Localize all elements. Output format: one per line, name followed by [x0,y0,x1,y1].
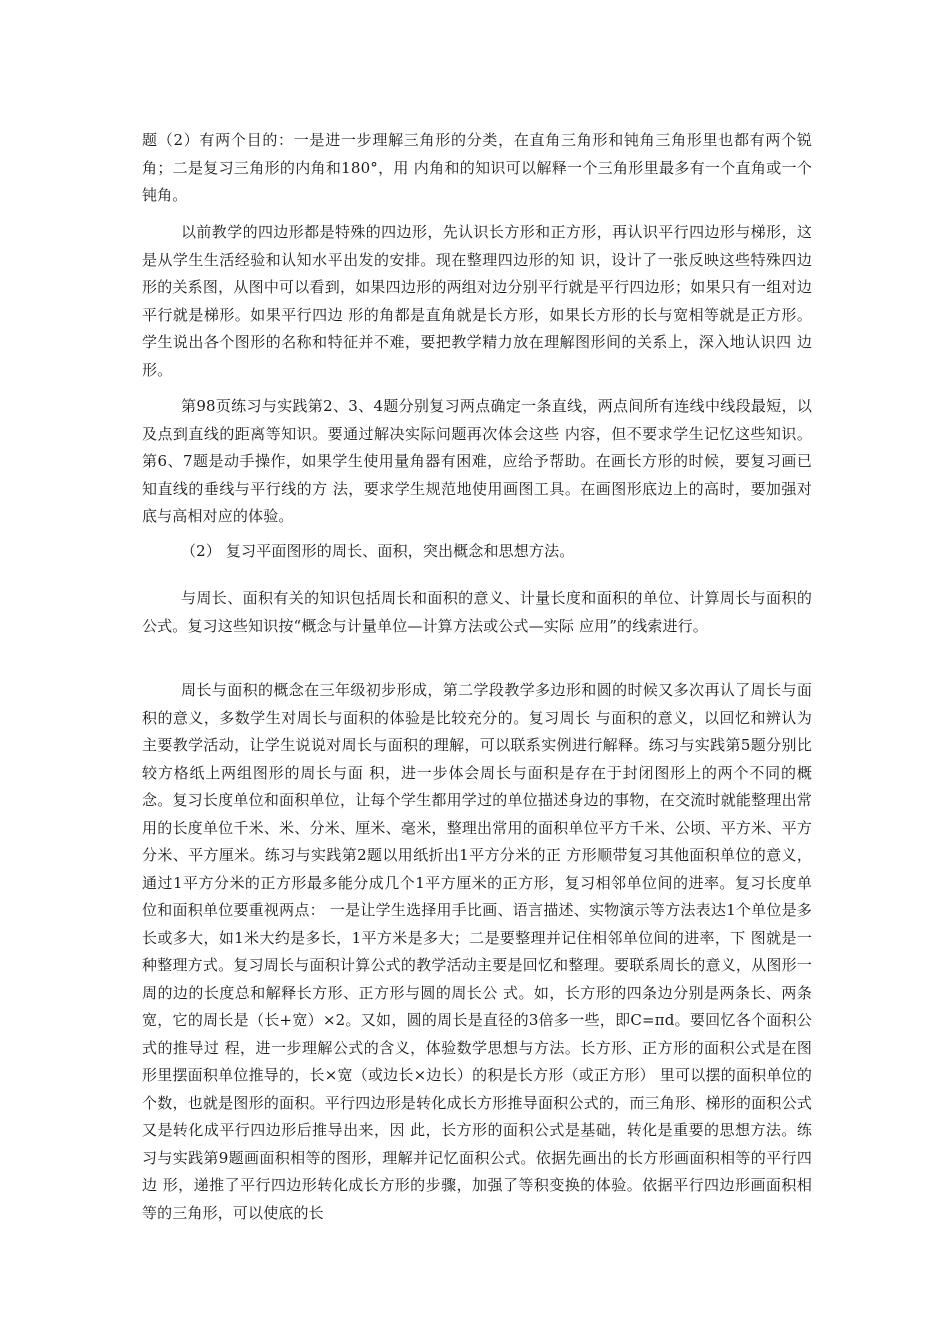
paragraph-page-98-exercises: 第98页练习与实践第2、3、4题分别复习两点确定一条直线，两点间所有连线中线段最短，以及点到直线的距离等知识。要通过解决实际问题再次体会这些 内容，但不要求学生记忆这些知识。第6、7题是动手操作，如果学生使用量角器有困难，应给予帮助。在画长方形的时候，要复习画已知直线的垂线与平行线的方 法，要求学生规范地使用画图工具。在画图形底边上的高时，要加强对底与高相对应的体验。 [142,397,812,525]
paragraph-quadrilaterals: 以前教学的四边形都是特殊的四边形，先认识长方形和正方形，再认识平行四边形与梯形，这是从学生生活经验和认知水平出发的安排。现在整理四边形的知 识，设计了一张反映这些特殊四边形的关系图，从图中可以看到，如果四边形的两组对边分别平行就是平行四边形；如果只有一组对边平行就是梯形。如果平行四边 形的角都是直角就是长方形，如果长方形的长与宽相等就是正方形。学生说出各个图形的名称和特征并不难，要把教学精力放在理解图形间的关系上，深入地认识四 边形。 [142,223,812,379]
paragraph-perimeter-area-concepts: 周长与面积的概念在三年级初步形成，第二学段教学多边形和圆的时候又多次再认了周长与面积的意义，多数学生对周长与面积的体验是比较充分的。复习周长 与面积的意义，以回忆和辨认为主要教学活动，让学生说说对周长与面积的理解，可以联系实例进行解释。练习与实践第5题分别比较方格纸上两组图形的周长与面 积，进一步体会周长与面积是存在于封闭图形上的两个不同的概念。复习长度单位和面积单位，让每个学生都用学过的单位描述身边的事物，在交流时就能整理出常 用的长度单位千米、米、分米、厘米、毫米，整理出常用的面积单位平方千米、公顷、平方米、平方分米、平方厘米。练习与实践第2题以用纸折出1平方分米的正 方形顺带复习其他面积单位的意义，通过1平方分米的正方形最多能分成几个1平方厘米的正方形，复习相邻单位间的进率。复习长度单位和面积单位要重视两点： 一是让学生选择用手比画、语言描述、实物演示等方法表达1个单位是多长或多大，如1米大约是多长，1平方米是多大；二是要整理并记住相邻单位间的进率，下 图就是一种整理方式。复习周长与面积计算公式的教学活动主要是回忆和整理。要联系周长的意义，从图形一周的边的长度总和解释长方形、正方形与圆的周长公 式。如，长方形的四条边分别是两条长、两条宽，它的周长是（长+宽）×2。又如，圆的周长是直径的3倍多一些，即C=πd。要回忆各个面积公式的推导过 程，进一步理解公式的含义，体验数学思想与方法。长方形、正方形的面积公式是在图形里摆面积单位推导的，长×宽（或边长×边长）的积是长方形（或正方形） 里可以摆的面积单位的个数，也就是图形的面积。平行四边形是转化成长方形推导面积公式的，而三角形、梯形的面积公式又是转化成平行四边形后推导出来，因 此，长方形的面积公式是基础，转化是重要的思想方法。练习与实践第9题画面积相等的图形，理解并记忆面积公式。依据先画出的长方形画面积相等的平行四边 形，递推了平行四边形转化成长方形的步骤，加强了等积变换的体验。依据平行四边形画面积相等的三角形，可以使底的长 [142,681,812,1222]
section-heading-perimeter-area: （2） 复习平面图形的周长、面积，突出概念和思想方法。 [181,542,575,560]
paragraph-triangle-review: 题（2）有两个目的：一是进一步理解三角形的分类，在直角三角形和钝角三角形里也都有两个锐角；二是复习三角形的内角和180°，用 内角和的知识可以解释一个三角形里最多有一个直角或一个钝角。 [142,131,812,204]
paragraph-perimeter-area-knowledge: 与周长、面积有关的知识包括周长和面积的意义、计量长度和面积的单位、计算周长与面积的公式。复习这些知识按“概念与计量单位—计算方法或公式—实际 应用”的线索进行。 [142,589,812,635]
